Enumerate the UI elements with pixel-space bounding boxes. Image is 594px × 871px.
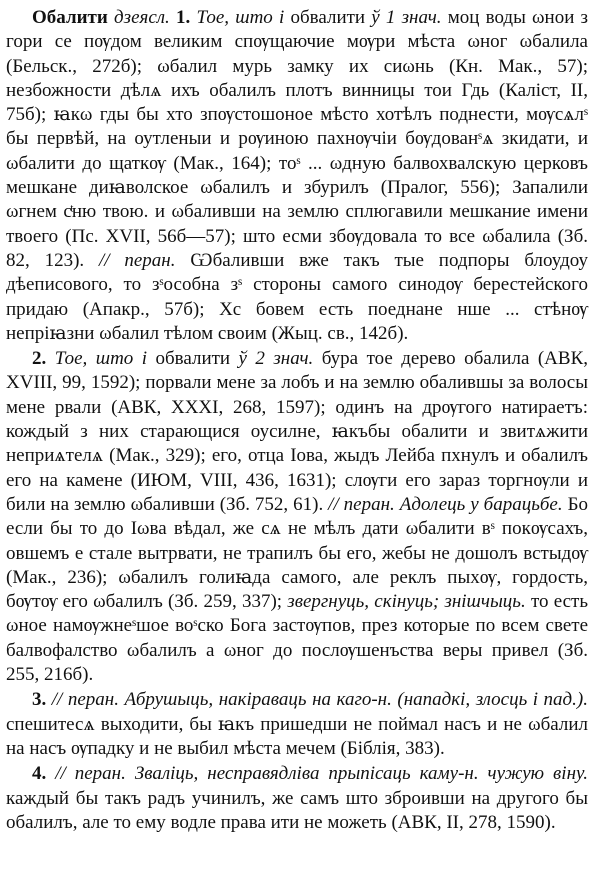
sense-number-1: 1. — [176, 7, 191, 28]
sense-2-figurative-citations-2: то есть ωное намѹжнеˢшое воˢско Бога застѹпов, през которые по всем свете балвофалство ωбалилъ а ωног до послѹшенъства веры привел (Зб. 255, 216б). — [6, 591, 589, 686]
sense-2-citations: бура тое дерево обалила (АВК, XVIII, 99, 1592); порвали мене за лобъ и на землю обалившы за волосы мене рвали (АВК, XXXI, 268, 1597); одинъ на дрѹгого натираетъ: кождый з них старающися оусилне, ꙗкъбы обалити и звитѧжити неприѧтелѧ (Мак., 329); его, отца Іова, жыдъ Лейба пхнулъ и обалилъ его на камене (ИЮМ, VIII, 436, 1631); слѹги его зараз торгнѹли и били на землю ωбаливши (Зб. 752, 61). — [6, 348, 588, 515]
sense-1-definition: Тое, што і — [196, 7, 285, 28]
sense-2-definition: Тое, што і — [54, 348, 148, 370]
grammar-label: дзеясл. — [114, 7, 170, 28]
sense-1-figurative-citations: Ѡбаливши вже такъ тые подпоры блоудоу дѣеписового, то зˢособна зˢ стороны самого синодѹ берестейского придаю (Апакр., 57б); Хс бовем есть поеднане нше ... стѣнѹ непріꙗзни ωбалил тѣлом своим (Жыц. св., 142б). — [6, 249, 589, 344]
sense-1-paragraph — [6, 6, 588, 346]
sense-2-figurative-definition: Адолець у барацьбе. — [399, 493, 563, 515]
sense-1-reference-tail: ў 1 знач. — [371, 7, 442, 28]
sense-4-definition: // перан. Зваліць, несправядліва прыпісаць каму-н. чужую віну. — [55, 763, 588, 785]
sense-2-figurative-definition-2: звергнуць, скінуць; знішчыць. — [287, 591, 526, 613]
sense-number-3: 3. — [32, 689, 47, 711]
sense-3-definition: // перан. Абрушыць, накіраваць на каго-н. (нападкі, злосць і пад.). — [51, 689, 588, 711]
sense-1-reference: обвалити — [290, 7, 366, 28]
sense-2-paragraph — [6, 347, 588, 687]
headword: Обалити — [32, 7, 108, 28]
sense-2-figurative-citations: Бо если бы то до Іωва вѣдал, же сѧ не мѣлъ дати ωбалити вˢ покѹсахъ, овшемъ е стале вытрвати, не трапилъ бы его, жебы не дошолъ встыдѹ (Мак., 236); ωбалилъ голиꙗда самого, але реклъ пыхѹ, гордость, бѹтѹ его ωбалилъ (Зб. 259, 337); — [6, 493, 588, 613]
sense-4-citations: каждый бы такъ радъ учинилъ, же самъ што зброивши на другого бы обалилъ, але то ему водле права ити не можеть (АВК, II, 278, 1590). — [6, 787, 588, 833]
sense-3-paragraph — [6, 688, 588, 761]
sense-2-reference-tail: ў 2 знач. — [238, 348, 314, 370]
sense-1-figurative-label: // перан. — [98, 249, 176, 271]
sense-4-paragraph — [6, 762, 588, 835]
sense-2-reference: обвалити — [155, 348, 231, 370]
sense-2-figurative-label: // перан. — [328, 493, 395, 515]
sense-number-2: 2. — [32, 348, 47, 370]
sense-3-citations: спешитесѧ выходити, бы ꙗкъ пришедши не поймал насъ и не ωбалил на насъ ѹпадку и не выбил мѣста мечем (Біблія, 383). — [6, 713, 588, 759]
sense-number-4: 4. — [32, 763, 47, 785]
sense-1-citations: моц воды ωнои з гори се пѹдом великим спѹщаючие мѹри мѣста ωног ωбалила (Бельск., 272б); ωбалил мурь замку их сиωнь (Кн. Мак., 57); незбожности дѣлѧ ихъ обалилъ плотъ винницы тои Гдь (Каліст, II, 75б); ꙗкω гды бы хто зпѹстошоное мѣсто хотѣлъ поднести, мѹсѧлˢ бы первѣй, на оутленыи и рѹиною пахнѹчіи бѹдованˢѧ зкидати, и ωбалити до щаткѹ (Мак., 164); тоˢ ... ωдную балвохвалскую церковъ мешкане диꙗволское ωбалилъ и збурилъ (Пралог, 556); Запалили ωгнем сͭню твою. и ωбаливши на землю сплюгавили мешкание имени твоего (Пс. XVII, 56б—57); што есми збѹдовала то все ωбалила (Зб. 82, 123). — [6, 7, 589, 271]
